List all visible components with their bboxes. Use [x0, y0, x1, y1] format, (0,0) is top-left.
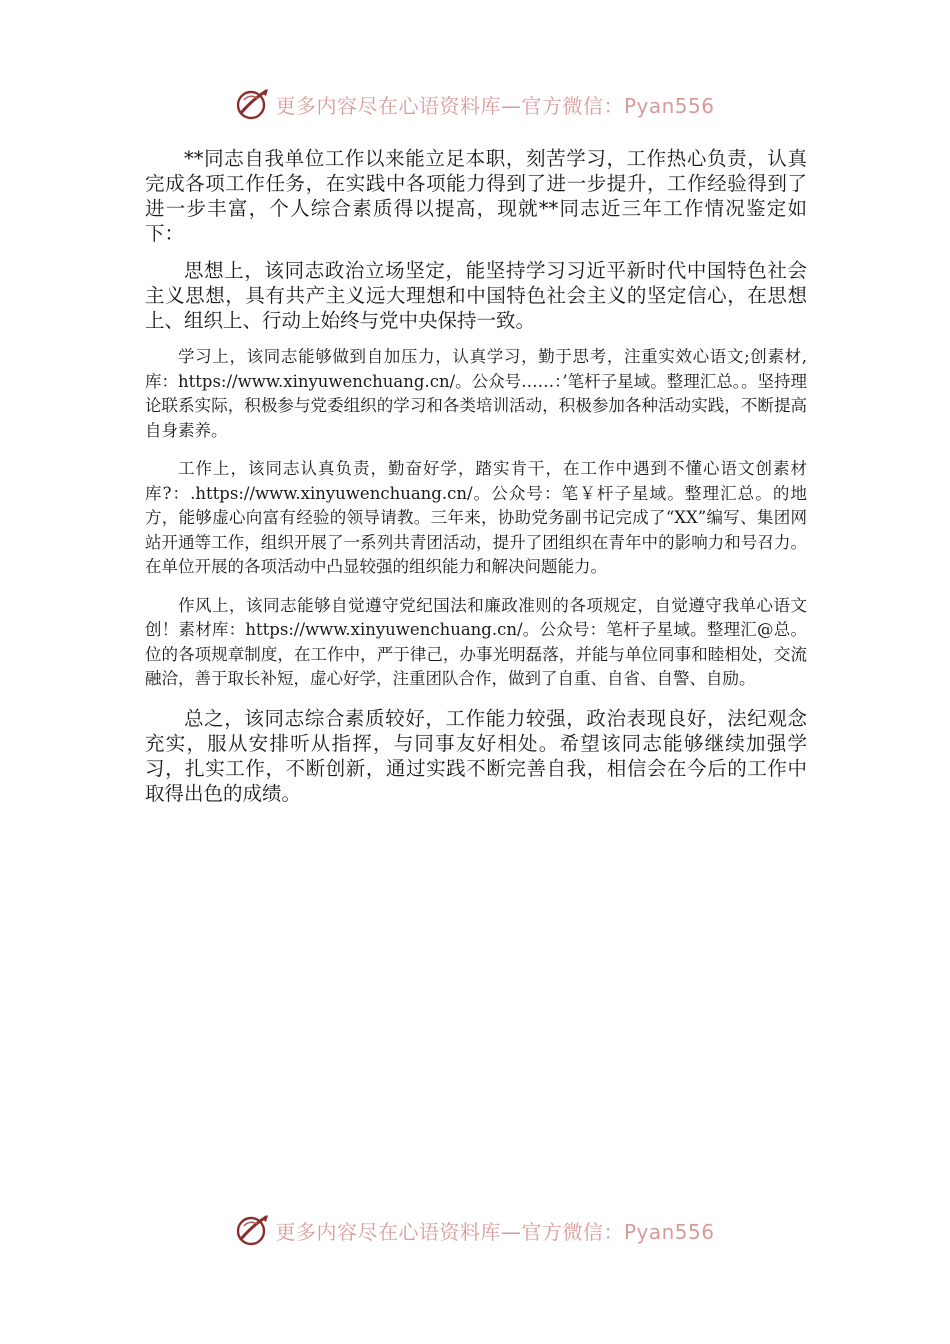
- paragraph-conduct: 作风上，该同志能够自觉遵守党纪国法和廉政准则的各项规定，自觉遵守我单心语文创！素材库：https://www.xinyuwenchuang.cn/。公众号：笔杆子星域。整理汇@总。位的各项规章制度，在工作中，严于律己，办事光明磊落，并能与单位同事和睦相处，交流融洽，善于取长补短，虚心好学，注重团队合作，做到了自重、自省、自警、自励。: [145, 595, 807, 688]
- paragraph-ideology: 思想上，该同志政治立场坚定，能坚持学习习近平新时代中国特色社会主义思想，具有共产主义远大理想和中国特色社会主义的坚定信心，在思想上、组织上、行动上始终与党中央保持一致。: [145, 259, 807, 332]
- paragraph-intro: **同志自我单位工作以来能立足本职，刻苦学习，工作热心负责，认真完成各项工作任务，在实践中各项能力得到了进一步提升，工作经验得到了进一步丰富，个人综合素质得以提高，现就**同志近三年工作情况鉴定如下：: [145, 147, 807, 245]
- paragraph-study: 学习上，该同志能够做到自加压力，认真学习，勤于思考，注重实效心语文;创素材,库：https://www.xinyuwenchuang.cn/。公众号……：’笔杆子星域。整理汇总。。坚持理论联系实际，积极参与党委组织的学习和各类培训活动，积极参加各种活动实践，不断提高自身素养。: [145, 347, 807, 440]
- watermark-text: 更多内容尽在心语资料库—官方微信：Pyan556: [275, 93, 715, 118]
- header-watermark-banner: [0, 82, 950, 126]
- watermark-text: 更多内容尽在心语资料库—官方微信：Pyan556: [275, 1219, 715, 1244]
- paragraph-work: 工作上，该同志认真负责，勤奋好学，踏实肯干，在工作中遇到不懂心语文创素材库?：.https://www.xinyuwenchuang.cn/。公众号：笔￥杆子星域。整理汇总。的地方，能够虚心向富有经验的领导请教。三年来，协助党务副书记完成了“XX”编写、集团网站开通等工作，组织开展了一系列共青团活动，提升了团组织在青年中的影响力和号召力。在单位开展的各项活动中凸显较强的组织能力和解决问题能力。: [145, 459, 807, 576]
- document-body: [145, 146, 807, 818]
- paragraph-summary: 总之，该同志综合素质较好，工作能力较强，政治表现良好，法纪观念充实，服从安排听从指挥，与同事友好相处。希望该同志能够继续加强学习，扎实工作，不断创新，通过实践不断完善自我，相信会在今后的工作中取得出色的成绩。: [145, 706, 807, 805]
- pen-swirl-logo-icon: [235, 1212, 271, 1248]
- footer-watermark-banner: [0, 1208, 950, 1252]
- pen-swirl-logo-icon: [235, 86, 271, 122]
